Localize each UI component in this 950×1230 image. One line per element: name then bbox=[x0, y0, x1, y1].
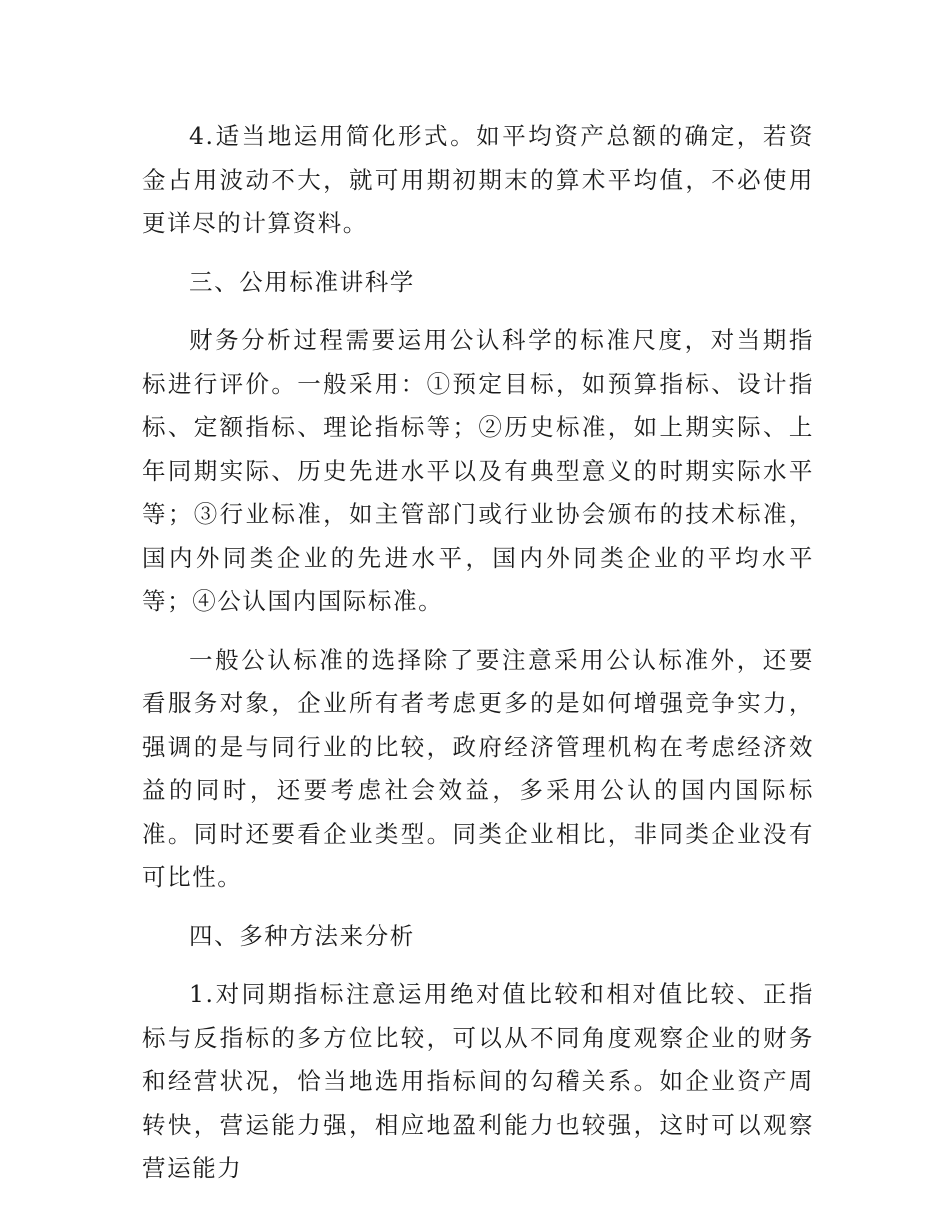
paragraph-simplified-form: 4.适当地运用简化形式。如平均资产总额的确定，若资金占用波动不大，就可用期初期末的算术平均值，不必使用更详尽的计算资料。 bbox=[142, 122, 814, 237]
paragraph-standard-selection: 一般公认标准的选择除了要注意采用公认标准外，还要看服务对象，企业所有者考虑更多的是如何增强竞争实力，强调的是与同行业的比较，政府经济管理机构在考虑经济效益的同时，还要考虑社会效益，多采用公认的国内国际标准。同时还要看企业类型。同类企业相比，非同类企业没有可比性。 bbox=[142, 645, 814, 891]
paragraph-standard-measures: 财务分析过程需要运用公认科学的标准尺度，对当期指标进行评价。一般采用：①预定目标，如预算指标、设计指标、定额指标、理论指标等；②历史标准，如上期实际、上年同期实际、历史先进水平以及有典型意义的时期实际水平等；③行业标准，如主管部门或行业协会颁布的技术标准，国内外同类企业的先进水平，国内外同类企业的平均水平等；④公认国内国际标准。 bbox=[142, 326, 814, 615]
section-heading-methods: 四、多种方法来分析 bbox=[189, 921, 415, 950]
document-page bbox=[142, 115, 814, 1206]
section-heading-standards: 三、公用标准讲科学 bbox=[189, 267, 415, 296]
paragraph-comparison-methods: 1.对同期指标注意运用绝对值比较和相对值比较、正指标与反指标的多方位比较，可以从不同角度观察企业的财务和经营状况，恰当地选用指标间的勾稽关系。如企业资产周转快，营运能力强，相应地盈利能力也较强，这时可以观察营运能力 bbox=[142, 980, 814, 1182]
